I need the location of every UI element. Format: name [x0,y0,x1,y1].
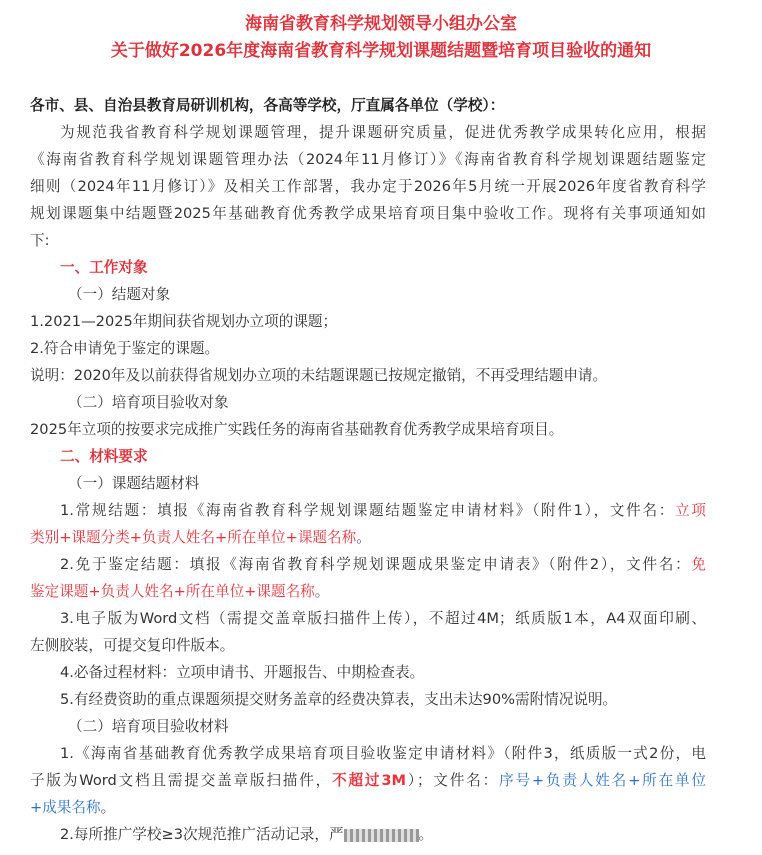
text-line [30,659,706,686]
text-segment: 一、工作对象 [60,259,148,276]
text-line [30,794,706,821]
text-segment: 。 [100,799,116,816]
text-line [30,92,706,119]
text-line [30,443,706,470]
text-line [30,767,706,794]
text-line [30,713,706,740]
text-segment: 说明：2020年及以前获得省规划办立项的未结题课题已按规定撤销，不再受理结题申请。 [30,367,608,384]
text-line [30,497,706,524]
text-segment: 。 [356,529,371,546]
text-segment: 1.《海南省基础教育优秀教学成果培育项目验收鉴定申请材料》（附件3，纸质版一式2份，电 [60,745,706,762]
text-line [30,632,706,659]
text-segment: 细则（2024年11月修订）》及相关工作部署，我办定于2026年5月统一开展2026年度省教育科学 [30,178,706,195]
text-segment: 左侧胶装，可提交复印件版本。 [30,637,235,654]
notice-body [30,92,706,848]
text-line [30,227,706,254]
text-line [30,578,706,605]
text-line [30,308,706,335]
text-segment: 5.有经费资助的重点课题须提交财务盖章的经费决算表，支出未达90%需附情况说明。 [60,691,618,708]
text-line [30,470,706,497]
text-segment: 4.必备过程材料：立项申请书、开题报告、中期检查表。 [60,664,425,681]
highlighted-text: 不超过3M [332,772,407,789]
text-line [30,362,706,389]
highlighted-text: 鉴定课题+负责人姓名+所在单位+课题名称 [30,583,315,600]
highlighted-text: +成果名称 [30,799,101,816]
text-line [30,281,706,308]
text-segment: 子版为Word文档且需提交盖章版扫描件， [30,772,333,789]
highlighted-text: 类别+课题分类+负责人姓名+所在单位+课题名称 [30,529,357,546]
text-line [30,551,706,578]
text-line [30,389,706,416]
text-segment: （一）课题结题材料 [68,475,200,492]
text-segment: 1.2021—2025年期间获省规划办立项的课题； [30,313,338,330]
text-segment: 2.免于鉴定结题：填报《海南省教育科学规划课题成果鉴定申请表》（附件2），文件名： [60,556,692,573]
text-line [30,254,706,281]
text-segment: 。 [418,826,434,843]
text-segment: （一）结题对象 [68,286,171,303]
text-segment: （二）培育项目验收材料 [68,718,229,735]
text-segment: 规划课题集中结题暨2025年基础教育优秀教学成果培育项目集中验收工作。现将有关事项通知如 [30,205,706,222]
text-line [30,524,706,551]
text-segment: 各市、县、自治县教育局研训机构，各高等学校，厅直属各单位（学校）： [30,97,505,114]
text-segment: 下: [30,232,50,249]
text-line [30,686,706,713]
text-segment: 2.符合申请免于鉴定的课题。 [30,340,220,357]
redacted-text [344,829,419,842]
text-line [30,335,706,362]
text-line [30,416,706,443]
text-segment: （二）培育项目验收对象 [68,394,229,411]
text-line [30,173,706,200]
text-segment: 2025年立项的按要求完成推广实践任务的海南省基础教育优秀教学成果培育项目。 [30,421,564,438]
text-segment: 3.电子版为Word文档（需提交盖章版扫描件上传），不超过4M；纸质版1本，A4双面印刷、 [60,610,706,627]
text-line [30,821,706,848]
text-line [30,740,706,767]
text-line [30,200,706,227]
office-title: 海南省教育科学规划领导小组办公室 [245,14,517,34]
text-segment: 2.每所推广学校≥3次规范推广活动记录，严 [60,826,344,843]
text-segment: 。 [314,583,330,600]
text-segment: ）；文件名： [406,772,500,789]
text-line [30,146,706,173]
text-segment: 《海南省教育科学规划课题管理办法（2024年11月修订）》《海南省教育科学规划课题结题鉴定 [30,151,706,168]
highlighted-text: 立项 [675,502,706,519]
text-segment: 为规范我省教育科学规划课题管理，提升课题研究质量，促进优秀教学成果转化应用，根据 [60,124,706,141]
highlighted-text: 序号+负责人姓名+所在单位 [499,772,707,789]
text-segment: 二、材料要求 [60,448,148,465]
notice-title: 关于做好2026年度海南省教育科学规划课题结题暨培育项目验收的通知 [110,41,652,61]
text-segment: 1.常规结题：填报《海南省教育科学规划课题结题鉴定申请材料》（附件1），文件名： [60,502,676,519]
highlighted-text: 免 [691,556,706,573]
text-line [30,119,706,146]
text-line [30,605,706,632]
